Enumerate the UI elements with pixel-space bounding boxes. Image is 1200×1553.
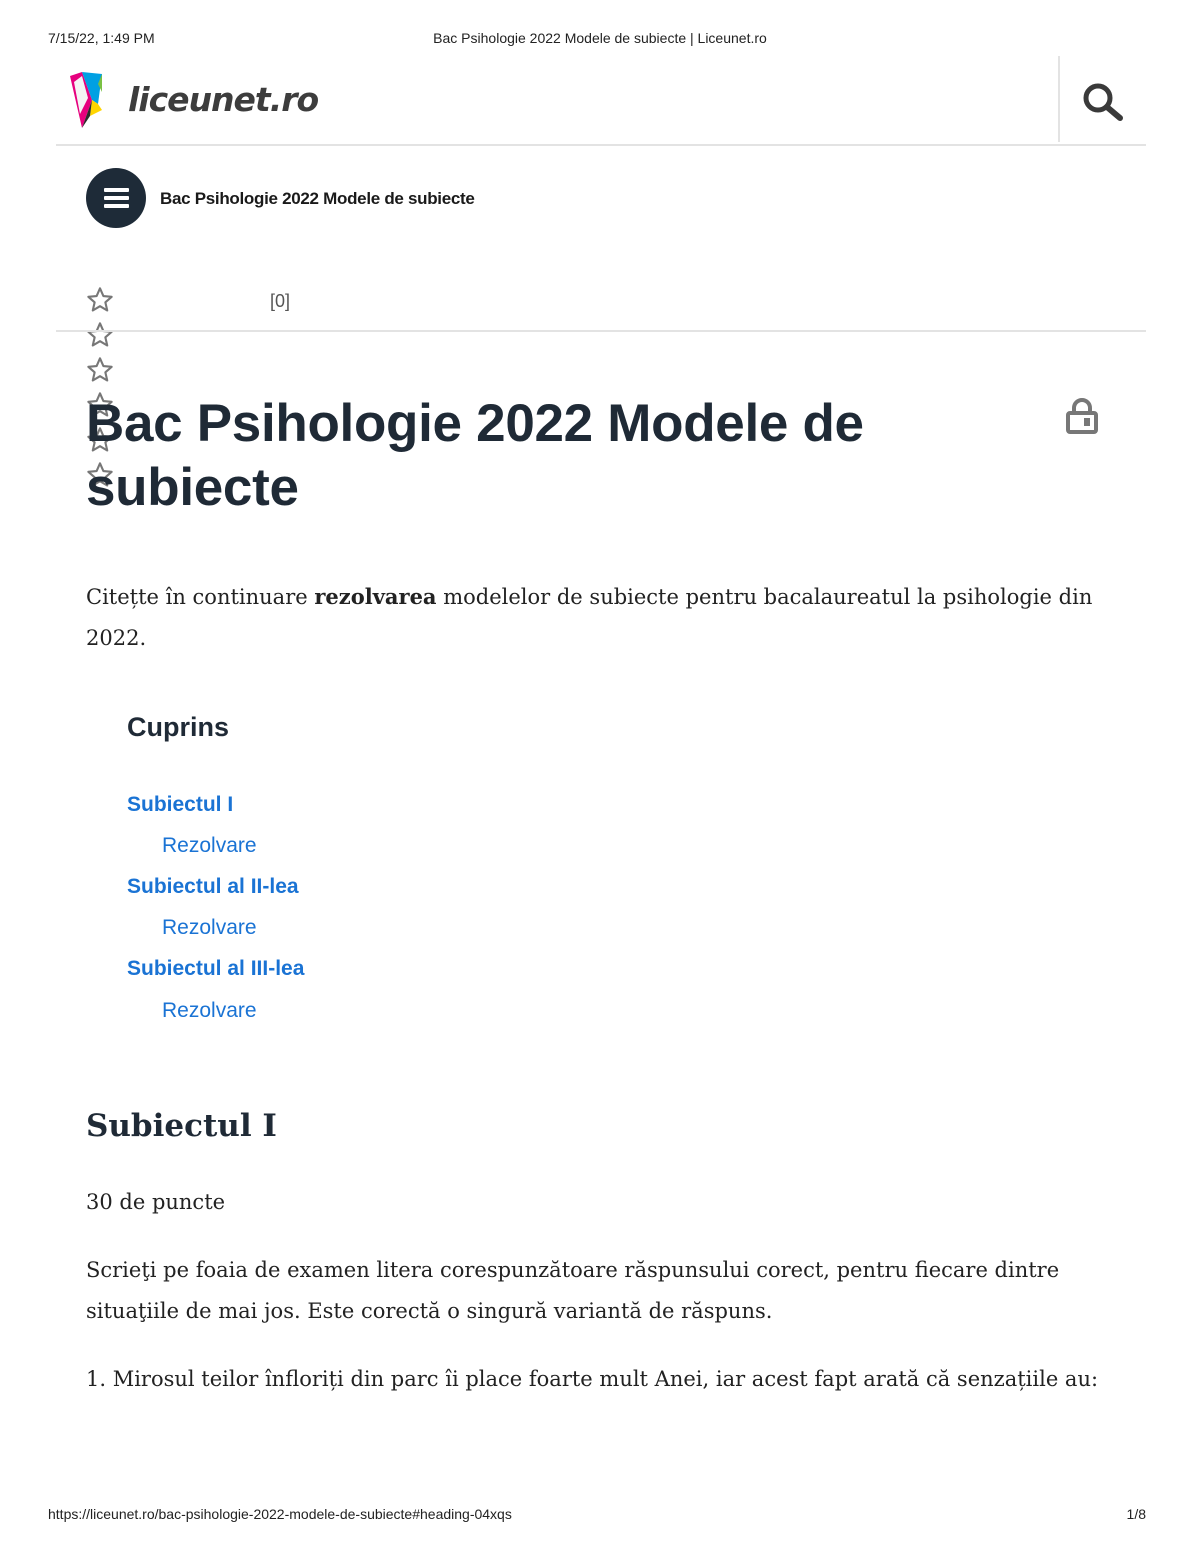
menu-button[interactable] [86, 168, 146, 228]
intro-bold: rezolvarea [314, 584, 437, 609]
divider [56, 330, 1146, 332]
site-header [56, 56, 1146, 146]
toc-link-rezolvare-3[interactable]: Rezolvare [162, 999, 257, 1022]
breadcrumb-title: Bac Psihologie 2022 Modele de subiecte [160, 189, 475, 208]
print-url: https://liceunet.ro/bac-psihologie-2022-modele-de-subiecte#heading-04xqs [48, 1506, 512, 1522]
search-button[interactable] [1082, 82, 1124, 122]
print-datetime: 7/15/22, 1:49 PM [48, 30, 155, 46]
toc-link-rezolvare-1[interactable]: Rezolvare [162, 834, 257, 857]
print-header [48, 30, 1152, 50]
star-icon[interactable] [86, 355, 114, 385]
print-footer [48, 1506, 1146, 1526]
toc-title: Cuprins [127, 712, 230, 742]
rating-count: [0] [270, 291, 291, 311]
section-instructions: Scrieţi pe foaia de examen litera corespunzătoare răspunsului corect, pentru fiecare dintre situaţiile de mai jos. Este corectă o singură variantă de răspuns. [86, 1258, 1060, 1323]
print-doc-title: Bac Psihologie 2022 Modele de subiecte | Liceunet.ro [433, 30, 767, 46]
toc-link-subiectul-1[interactable]: Subiectul I [127, 793, 234, 816]
star-icon[interactable] [86, 320, 114, 350]
site-logo[interactable] [68, 70, 319, 132]
print-page-number: 1/8 [1126, 1506, 1146, 1522]
lock-button[interactable] [1066, 398, 1098, 434]
logo-mark-icon [68, 70, 124, 132]
toc-link-subiectul-2[interactable]: Subiectul al II-lea [127, 875, 299, 898]
section-points: 30 de puncte [86, 1190, 226, 1214]
intro-paragraph: Citețte în continuare rezolvarea modelelor de subiecte pentru bacalaureatul la psihologie din 2022. [86, 584, 1093, 650]
menu-icon [104, 188, 129, 192]
toc-link-subiectul-3[interactable]: Subiectul al III-lea [127, 957, 305, 980]
logo-text: liceunet.ro [128, 80, 319, 119]
page-title: Bac Psihologie 2022 Modele de subiecte [86, 394, 864, 517]
toc-link-rezolvare-2[interactable]: Rezolvare [162, 916, 257, 939]
header-divider [1058, 56, 1060, 142]
section-title-subiectul-1: Subiectul I [86, 1108, 277, 1144]
lock-icon [1066, 398, 1098, 434]
star-icon[interactable] [86, 285, 114, 315]
search-icon [1082, 82, 1124, 122]
question-1: 1. Mirosul teilor înfloriți din parc îi place foarte mult Anei, iar acest fapt arată că senzațiile au: [86, 1367, 1099, 1391]
